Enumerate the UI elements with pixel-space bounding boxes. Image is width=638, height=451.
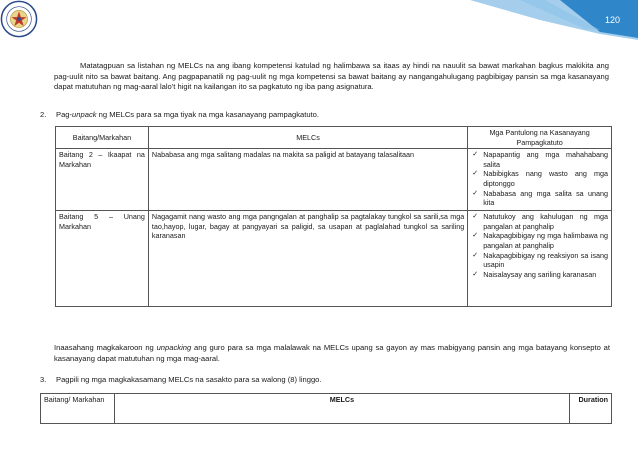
- step-3-number: 3.: [40, 375, 47, 384]
- table-row: [56, 211, 612, 307]
- melc-unpacking-table: [55, 126, 612, 307]
- checkmark-icon: ✓: [472, 169, 479, 178]
- grade-cell: Baitang 2 – Ikaapat na Markahan: [56, 149, 149, 211]
- skills-cell: [468, 211, 612, 307]
- table-header-row: [41, 394, 612, 424]
- melc-grouping-table: [40, 393, 612, 424]
- deped-seal-icon: [0, 0, 38, 38]
- list-item: ✓ Nakapagbibigay ng reaksiyon sa isang usapin: [472, 250, 608, 270]
- table-row: [56, 149, 612, 211]
- header-band: [0, 0, 638, 52]
- step-2-number: 2.: [40, 110, 47, 119]
- column-header-melcs: MELCs: [148, 127, 467, 149]
- checkmark-icon: ✓: [472, 269, 479, 278]
- header-wave-graphic: [0, 0, 638, 52]
- list-item: ✓ Nakapagbibigay ng mga halimbawa ng pangalan at panghalip: [472, 231, 608, 250]
- column-header-melcs: MELCs: [114, 394, 569, 424]
- checkmark-icon: ✓: [472, 212, 479, 221]
- checkmark-icon: ✓: [472, 188, 479, 197]
- list-item: ✓ Nababasa ang mga salita sa unang kita: [472, 188, 608, 208]
- step-2-heading: 2. Pag-unpack ng MELCs para sa mga tiyak na mga kasanayang pampagkatuto.: [40, 110, 320, 119]
- unpacking-paragraph: Inaasahang magkakaroon ng unpacking ang guro para sa mga malalawak na MELCs upang sa gayon ay mas mabigyang pansin ang mga batayang konsepto at kasanayang dapat matutuhan ng mga mag-aaral.: [54, 343, 610, 363]
- column-header-grade: Baitang/ Markahan: [41, 394, 115, 424]
- melc-cell: Nagagamit nang wasto ang mga pangngalan at panghalip sa pagtalakay tungkol sa sarili,sa mga tao,hayop, lugar, bagay at pangyayari sa paligid, sa usapan at paglalahad tungkol sa sariling karanasan: [148, 211, 467, 307]
- grade-cell: Baitang 5 – Unang Markahan: [56, 211, 149, 307]
- checkmark-icon: ✓: [472, 250, 479, 259]
- column-header-grade: Baitang/Markahan: [56, 127, 149, 149]
- list-item: ✓ Natutukoy ang kahulugan ng mga pangalan at panghalip: [472, 212, 608, 231]
- list-item: ✓ Nabibigkas nang wasto ang mga diptonggo: [472, 169, 608, 188]
- checkmark-icon: ✓: [472, 231, 479, 240]
- column-header-skills: Mga Pantulong na Kasanayang Pampagkatuto: [468, 127, 612, 149]
- checkmark-icon: ✓: [472, 150, 479, 159]
- melc-cell: Nababasa ang mga salitang madalas na makita sa paligid at batayang talasalitaan: [148, 149, 467, 211]
- intro-paragraph: Matatagpuan sa listahan ng MELCs na ang ibang kompetensi katulad ng halimbawa sa itaas ay hindi na nauulit sa bawat markahan bagkus makikita ang pag-uulit nito sa bawat baitang. Ang pagpapanatili ng pag-uulit ng mga kompetensi sa bawat baitang ay nangangahulugang pagbibigay pansin sa mga kasanayang dapat matutuhan ng mag-aaral lalo't higit na kailangan ito sa pagkatuto ng iba pang asignatura.: [54, 61, 609, 91]
- column-header-duration: Duration: [570, 394, 612, 424]
- page-number: 120: [604, 15, 620, 25]
- step-3-heading: 3. Pagpili ng mga magkakasamang MELCs na sasakto para sa walong (8) linggo.: [40, 375, 322, 384]
- list-item: ✓ Napapantig ang mga mahahabang salita: [472, 150, 608, 169]
- list-item: ✓ Naisalaysay ang sariling karanasan: [472, 269, 597, 279]
- table-header-row: [56, 127, 612, 149]
- skills-cell: [468, 149, 612, 211]
